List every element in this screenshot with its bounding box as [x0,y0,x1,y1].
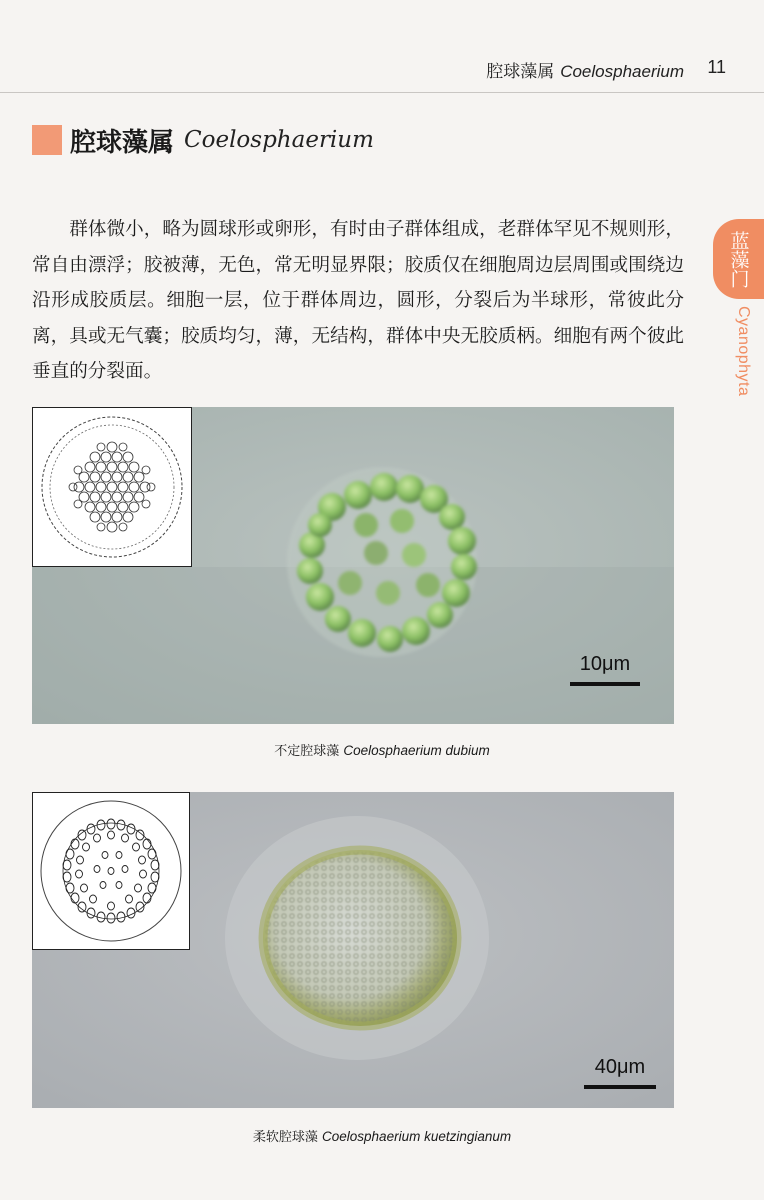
line-drawing-inset [32,792,190,950]
section-title-cn: 腔球藻属 [70,127,175,158]
heading-marker [32,125,62,155]
figure-caption [0,740,764,759]
genus-description: 群体微小，略为圆球形或卵形，有时由子群体组成，老群体罕见不规则形，常自由漂浮；胶被薄，无色，常无明显界限；胶质仅在细胞周边层周围或围绕边沿形成胶质层。细胞一层，位于群体周边，圆形，分裂后为半球形，常彼此分离，具或无气囊；胶质均匀，薄，无结构，群体中央无胶质柄。细胞有两个彼此垂直的分裂面。 [32,219,684,382]
scale-bar-label: 40μm [594,1056,646,1078]
page-header [0,0,764,93]
chapter-tab-latin: Cyanophyta [735,306,752,397]
caption-cn: 不定腔球藻 [274,744,340,759]
line-drawing-inset [32,407,192,567]
scale-bar-label: 10μm [579,653,631,675]
micrograph-kuetzingianum [32,792,674,1108]
running-head-cn: 腔球藻属 [486,62,555,81]
caption-latin: Coelosphaerium kuetzingianum [322,1129,512,1144]
caption-latin: Coelosphaerium dubium [343,743,490,758]
scale-bar [584,1056,656,1089]
figure-caption [0,1126,764,1145]
line-drawing-icon [33,408,191,566]
section-heading [32,124,374,156]
running-head-latin: Coelosphaerium [560,62,684,81]
running-head [486,57,684,82]
scale-bar-line [570,682,640,686]
chapter-tab-label: 蓝藻门 [727,230,750,288]
caption-cn: 柔软腔球藻 [252,1130,318,1145]
chapter-tab [713,219,764,299]
page-number: 11 [707,57,726,77]
scale-bar-line [584,1085,656,1089]
scale-bar [570,653,640,686]
micrograph-dubium [32,407,674,724]
section-title-latin: Coelosphaerium [184,127,374,153]
line-drawing-icon [33,793,189,949]
